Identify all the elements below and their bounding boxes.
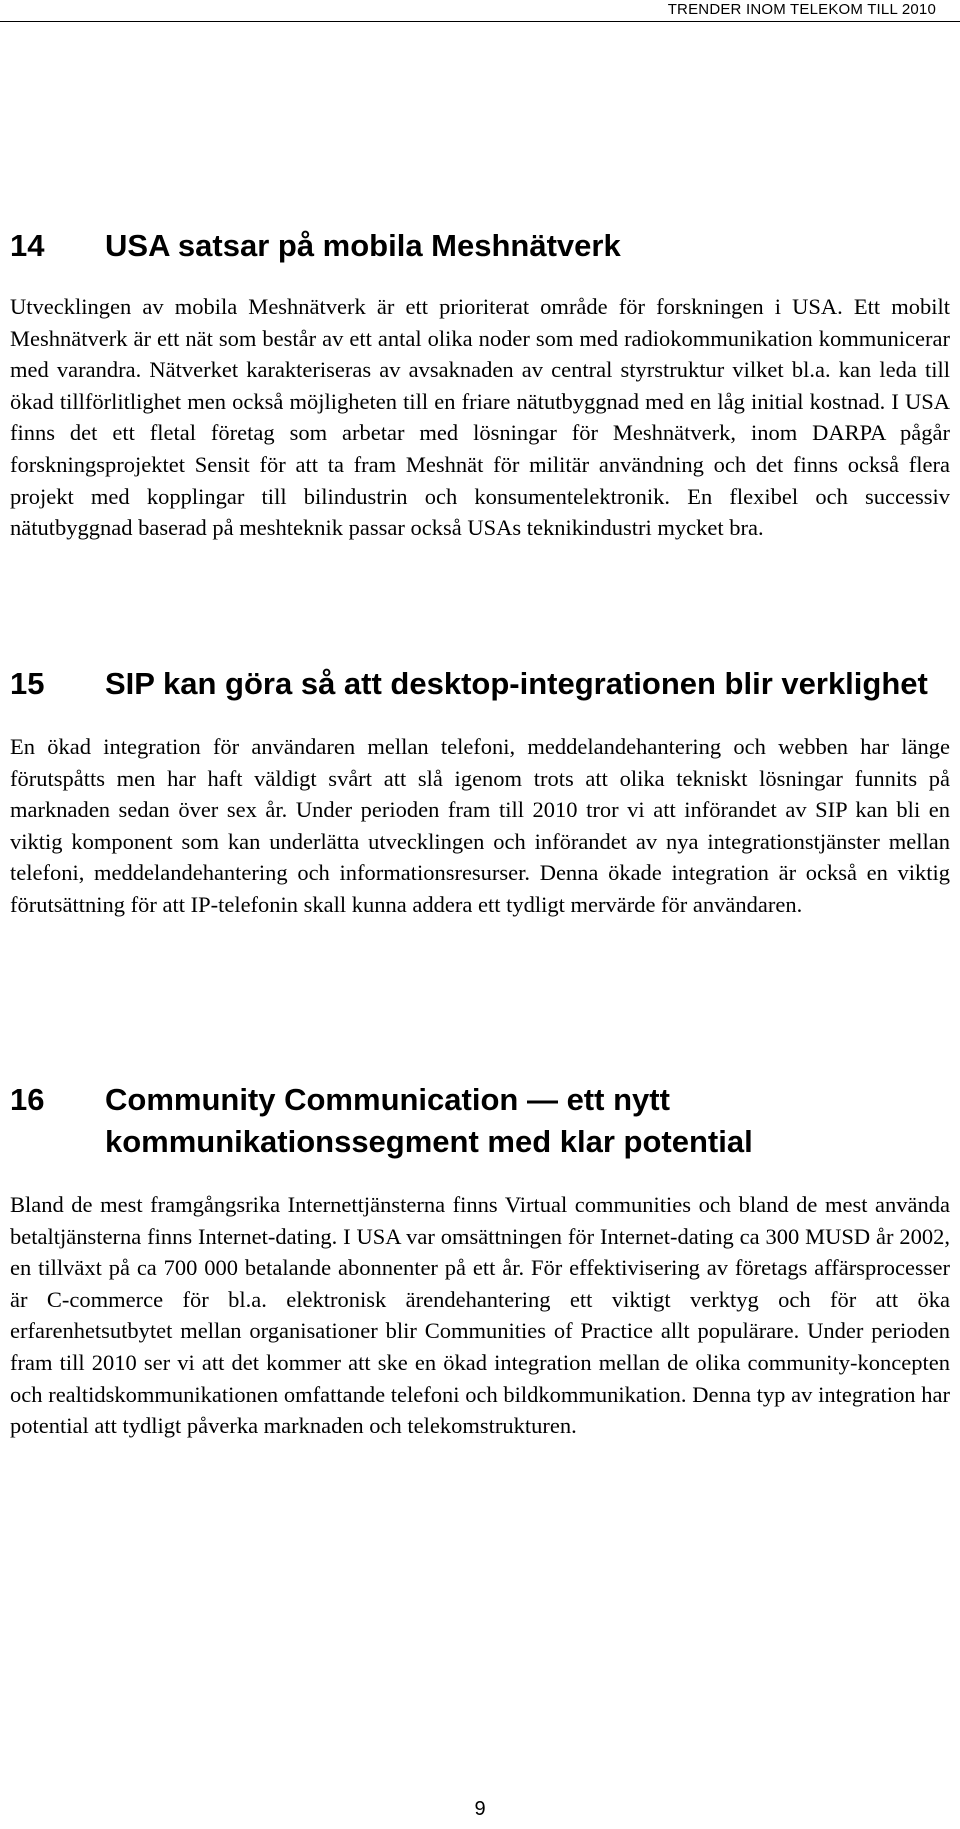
section-heading — [10, 225, 950, 267]
header-rule — [0, 21, 960, 22]
page-number: 9 — [474, 1798, 486, 1820]
section-16 — [10, 1079, 950, 1442]
section-paragraph: En ökad integration för användaren mellan telefoni, meddelandehantering och webben har länge förutspåtts men har haft väldigt svårt att slå igenom trots att olika tekniskt lösningar funnits på marknaden sedan över sex år. Under perioden fram till 2010 tror vi att införandet av SIP kan bli en viktig komponent som kan underlätta utvecklingen och införandet av nya integrationstjänster mellan telefoni, meddelandehantering och informationsresurser. Denna ökade integration är också en viktig förutsättning för att IP-telefonin skall kunna addera ett tydligt mervärde för användaren. — [10, 734, 950, 917]
section-heading — [10, 663, 950, 705]
section-15 — [10, 663, 950, 921]
section-title: Community Communication — ett nytt kommunikationssegment med klar potential — [105, 1082, 753, 1159]
section-number: 15 — [10, 666, 45, 701]
section-title: SIP kan göra så att desktop-integrationen blir verklighet — [105, 666, 928, 701]
running-header: TRENDER INOM TELEKOM TILL 2010 — [667, 1, 936, 18]
section-number: 14 — [10, 228, 45, 263]
section-paragraph: Bland de mest framgångsrika Internettjänsterna finns Virtual communities och bland de mest använda betaltjänsterna finns Internet-dating. I USA var omsättningen för Internet-dating ca 300 MUSD år 2002, en tillväxt på ca 700 000 betalande abonnenter på ett år. För effektivisering av företags affärsprocesser är C-commerce för bl.a. elektronisk ärendehantering ett viktigt verktyg och för att öka erfarenhetsutbytet mellan organisationer blir Communities of Practice allt populärare. Under perioden fram till 2010 ser vi att det kommer att ske en ökad integration mellan de olika community-koncepten och realtidskommunikationen omfattande telefoni och bildkommunikation. Denna typ av integration har potential att tydligt påverka marknaden och telekomstrukturen. — [10, 1192, 950, 1439]
section-title: USA satsar på mobila Meshnätverk — [105, 228, 621, 263]
section-paragraph: Utvecklingen av mobila Meshnätverk är ett prioriterat område för forskningen i USA. Ett mobilt Meshnätverk är ett nät som består av ett antal olika noder som med radiokommunikation kommunicerar med varandra. Nätverket karakteriseras av avsaknaden av central styrstruktur vilket bl.a. kan leda till ökad tillförlitlighet men också möjligheten till en friare nätutbyggnad med en låg initial kostnad. I USA finns det ett fletal företag som arbetar med lösningar för Meshnätverk, inom DARPA pågår forskningsprojektet Sensit för att ta fram Meshnät för militär användning och det finns också flera projekt med kopplingar till bilindustrin och konsumentelektronik. En flexibel och successiv nätutbyggnad baserad på meshteknik passar också USAs teknikindustri mycket bra. — [10, 294, 950, 541]
section-14 — [10, 225, 950, 544]
section-number: 16 — [10, 1082, 45, 1117]
section-heading — [10, 1079, 950, 1163]
